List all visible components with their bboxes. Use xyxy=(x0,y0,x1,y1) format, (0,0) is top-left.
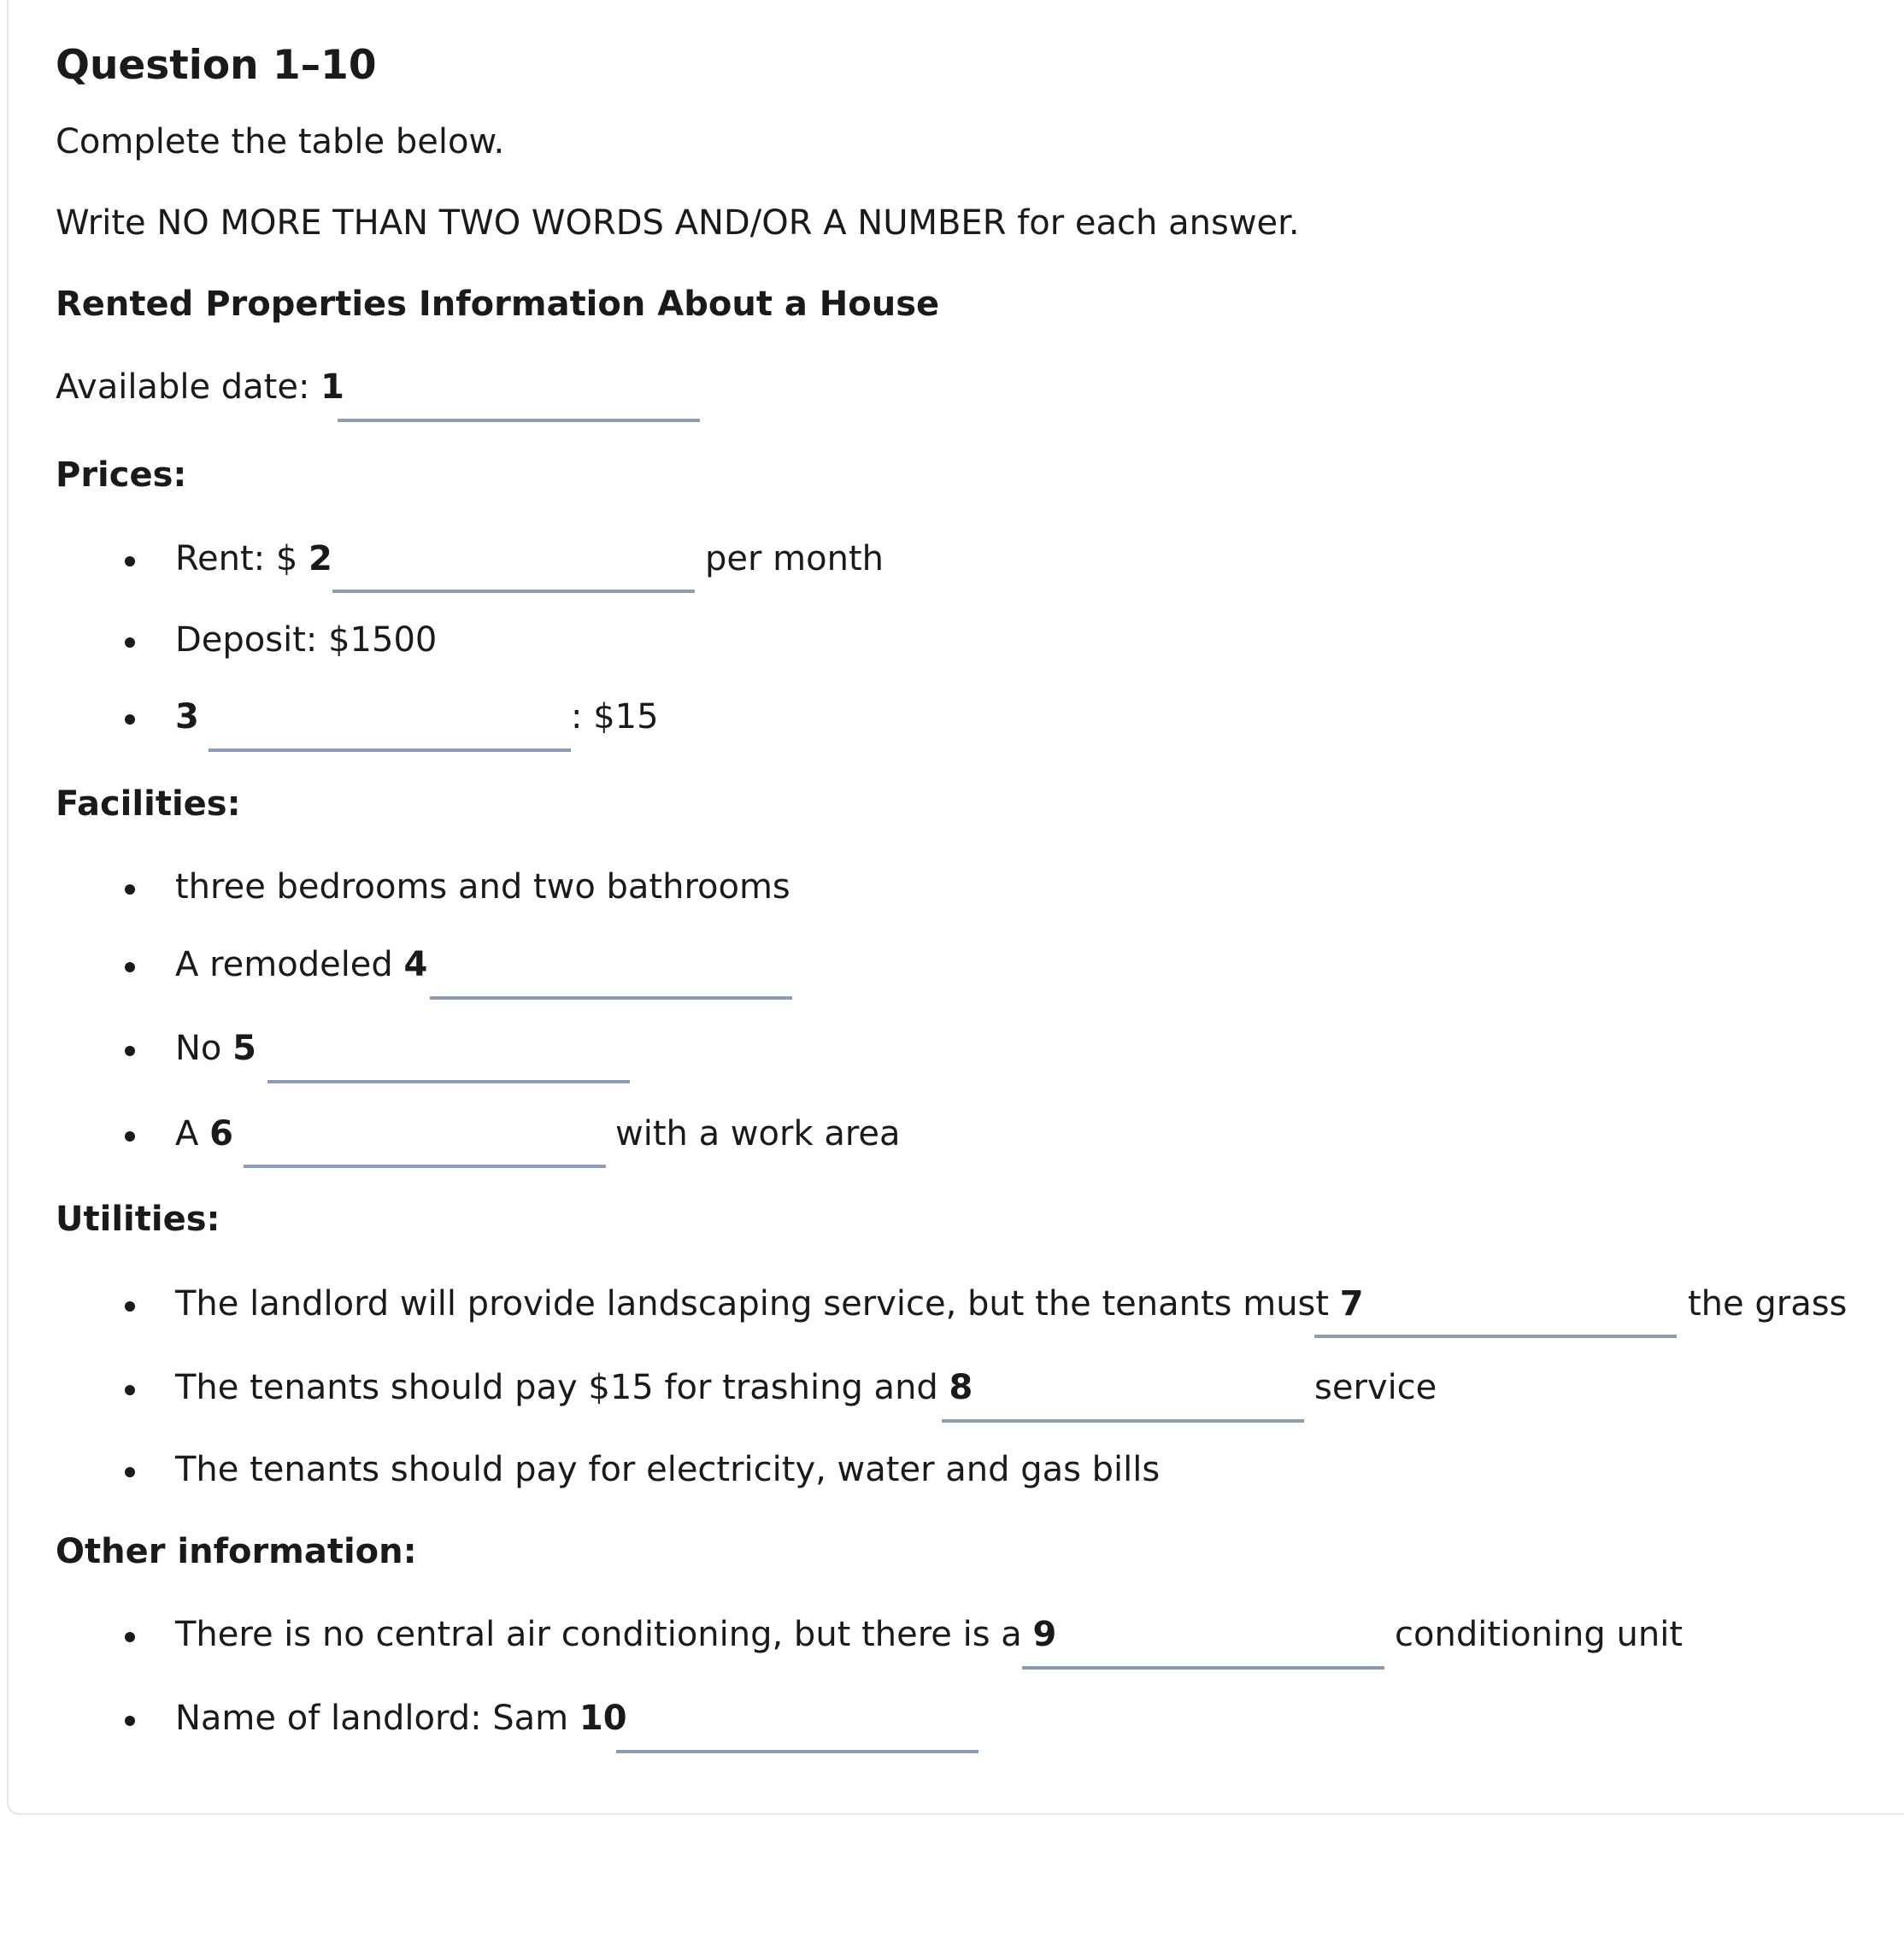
bullet xyxy=(125,1046,135,1056)
facilities-heading: Facilities: xyxy=(56,784,241,824)
air-conditioning-text: There is no central air conditioning, but there is a 9 xyxy=(175,1615,1057,1654)
question-number-1: 1 xyxy=(320,367,345,407)
question-number-6: 6 xyxy=(209,1114,233,1153)
bullet xyxy=(125,1385,135,1395)
answer-blank-3[interactable] xyxy=(209,748,571,752)
bullet xyxy=(125,1131,135,1142)
question-number-4: 4 xyxy=(403,945,428,984)
instruction-complete: Complete the table below. xyxy=(56,122,505,161)
answer-blank-10[interactable] xyxy=(616,1750,978,1753)
landlord-name-text: Name of landlord: Sam 10 xyxy=(175,1699,627,1738)
question-number-2: 2 xyxy=(309,539,332,578)
question-number-3: 3 xyxy=(175,697,199,737)
deposit-text: Deposit: $1500 xyxy=(175,620,438,660)
question-number-9: 9 xyxy=(1032,1615,1057,1654)
answer-blank-1[interactable] xyxy=(338,419,700,422)
question-number-7: 7 xyxy=(1339,1284,1364,1324)
answer-blank-5[interactable] xyxy=(267,1080,630,1083)
question-number-10: 10 xyxy=(579,1699,627,1738)
landscaping-text: The landlord will provide landscaping service, but the tenants must 7 xyxy=(175,1284,1364,1324)
no-label: No 5 xyxy=(175,1029,256,1068)
utilities-heading: Utilities: xyxy=(56,1200,220,1239)
question-number-8: 8 xyxy=(949,1368,973,1407)
a-label: A 6 xyxy=(175,1114,233,1153)
question-number-5: 5 xyxy=(232,1029,256,1068)
available-date-label: Available date: 1 xyxy=(56,367,345,407)
bullet xyxy=(125,1467,135,1477)
trashing-text: The tenants should pay $15 for trashing and 8 xyxy=(175,1368,973,1407)
answer-blank-8[interactable] xyxy=(942,1419,1304,1423)
bullet xyxy=(125,1301,135,1312)
answer-blank-4[interactable] xyxy=(430,996,792,1000)
service-suffix: service xyxy=(1314,1368,1437,1407)
answer-blank-6[interactable] xyxy=(244,1165,606,1168)
conditioning-unit-suffix: conditioning unit xyxy=(1395,1615,1684,1654)
bullet xyxy=(125,884,135,895)
item3-price: : $15 xyxy=(571,697,659,737)
work-area-suffix: with a work area xyxy=(615,1114,901,1153)
answer-blank-7[interactable] xyxy=(1314,1335,1677,1338)
bullet xyxy=(125,1716,135,1726)
grass-suffix: the grass xyxy=(1688,1284,1848,1324)
rent-suffix: per month xyxy=(705,539,884,578)
bullet xyxy=(125,556,135,566)
instruction-word-limit: Write NO MORE THAN TWO WORDS AND/OR A NUMBER for each answer. xyxy=(56,203,1300,243)
table-title: Rented Properties Information About a House xyxy=(56,285,940,324)
bills-text: The tenants should pay for electricity, water and gas bills xyxy=(175,1450,1161,1489)
question-title: Question 1–10 xyxy=(56,42,377,89)
bullet xyxy=(125,962,135,972)
bullet xyxy=(125,714,135,725)
bullet xyxy=(125,637,135,648)
prices-heading: Prices: xyxy=(56,455,187,495)
facilities-rooms: three bedrooms and two bathrooms xyxy=(175,867,790,907)
remodeled-label: A remodeled 4 xyxy=(175,945,428,984)
answer-blank-2[interactable] xyxy=(332,590,695,593)
bullet xyxy=(125,1632,135,1642)
rent-label: Rent: $ 2 xyxy=(175,539,332,578)
other-info-heading: Other information: xyxy=(56,1532,417,1571)
answer-blank-9[interactable] xyxy=(1022,1666,1384,1670)
